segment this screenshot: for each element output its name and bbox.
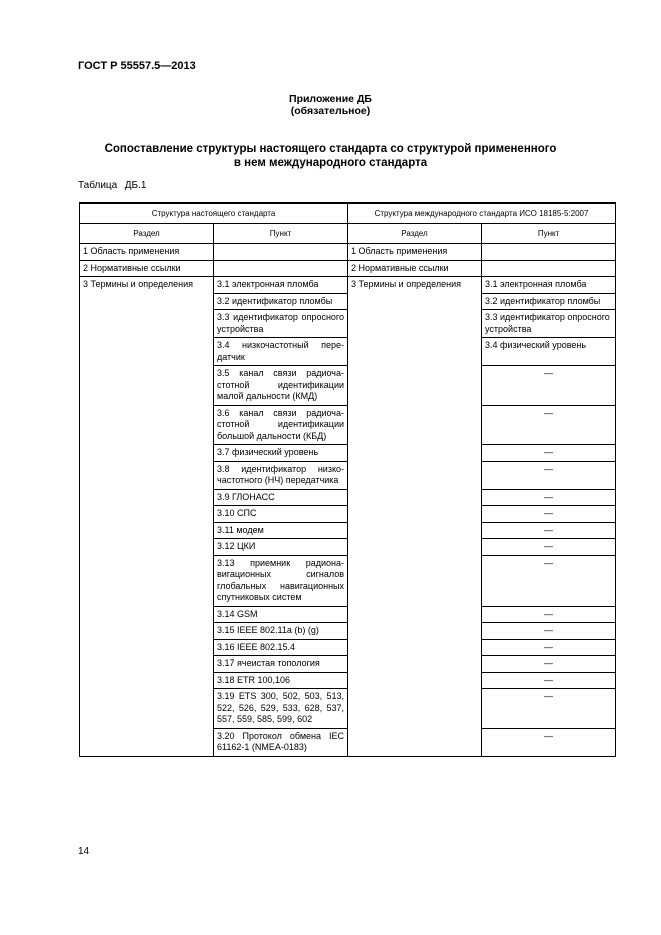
heading-line-1: Сопоставление структуры настоящего стандарта со структурой примененного <box>104 143 557 155</box>
cell-item-right: 3.1 электронная пломба <box>482 277 616 294</box>
cell-item-left: 3.19 ETS 300, 502, 503, 513, 522, 526, 529, 533, 628, 537, 557, 559, 585, 599, 602 <box>214 689 348 729</box>
cell-section-right: 2 Нормативные ссылки <box>348 260 482 277</box>
caption-prefix: Таблица <box>78 180 118 191</box>
cell-item-right: — <box>482 555 616 606</box>
cell-item-right: — <box>482 489 616 506</box>
cell-item-left: 3.7 физический уровень <box>214 445 348 462</box>
cell-item-right: — <box>482 639 616 656</box>
cell-item-right: — <box>482 461 616 489</box>
cell-item-right: — <box>482 405 616 445</box>
cell-item-left: 3.16 IEEE 802.15.4 <box>214 639 348 656</box>
cell-item-left <box>214 244 348 261</box>
appendix-status: (обязательное) <box>290 105 371 117</box>
cell-item-right <box>482 244 616 261</box>
table-column-header <box>80 224 616 244</box>
group-header-current: Структура настоящего стандарта <box>80 203 348 224</box>
table-group-header <box>80 203 616 224</box>
cell-item-right: — <box>482 445 616 462</box>
cell-item-right: — <box>482 366 616 406</box>
appendix-heading <box>60 142 601 170</box>
group-header-international: Структура международного стандарта ИСО 18185-5:2007 <box>348 203 616 224</box>
document-code: ГОСТ Р 55557.5—2013 <box>78 60 196 72</box>
cell-item-right: — <box>482 506 616 523</box>
cell-section-left: 2 Нормативные ссылки <box>80 260 214 277</box>
cell-item-left: 3.11 модем <box>214 522 348 539</box>
cell-item-left: 3.12 ЦКИ <box>214 539 348 556</box>
col-header-item-right: Пункт <box>482 224 616 244</box>
cell-item-left: 3.17 ячеистая топология <box>214 656 348 673</box>
cell-item-left: 3.20 Протокол обмена IEC 61162-1 (NMEA-0183) <box>214 728 348 756</box>
cell-item-right <box>482 260 616 277</box>
cell-item-left: 3.1 электронная пломба <box>214 277 348 294</box>
cell-item-left: 3.2 идентификатор пломбы <box>214 293 348 310</box>
cell-item-right: 3.3 идентификатор опросного устройства <box>482 310 616 338</box>
cell-item-left: 3.6 канал связи радиочастотной идентификации большой дальности (КБД) <box>214 405 348 445</box>
cell-item-right: — <box>482 728 616 756</box>
col-header-item-left: Пункт <box>214 224 348 244</box>
cell-item-left: 3.5 канал связи радиочастотной идентификации малой дальности (КМД) <box>214 366 348 406</box>
cell-item-right: — <box>482 539 616 556</box>
cell-section-left: 1 Область применения <box>80 244 214 261</box>
appendix-title: Приложение ДБ <box>289 93 372 105</box>
table-row <box>80 244 616 261</box>
cell-item-left: 3.13 приемник радионавигационных сигналов глобальных навигационных спутниковых систем <box>214 555 348 606</box>
caption-number: ДБ.1 <box>124 180 147 191</box>
table-row <box>80 277 616 294</box>
cell-section-right: 3 Термины и определения <box>348 277 482 757</box>
cell-item-left: 3.14 GSM <box>214 606 348 623</box>
cell-item-left: 3.10 СПС <box>214 506 348 523</box>
page-number: 14 <box>78 846 90 857</box>
cell-item-right: 3.2 идентификатор пломбы <box>482 293 616 310</box>
col-header-section-right: Раздел <box>348 224 482 244</box>
col-header-section-left: Раздел <box>80 224 214 244</box>
cell-item-right: — <box>482 672 616 689</box>
cell-item-left: 3.3 идентификатор опросного устройства <box>214 310 348 338</box>
cell-item-left <box>214 260 348 277</box>
comparison-table <box>79 202 616 757</box>
heading-line-2: в нем международного стандарта <box>233 157 428 169</box>
cell-item-right: — <box>482 522 616 539</box>
table-row <box>80 260 616 277</box>
cell-section-right: 1 Область применения <box>348 244 482 261</box>
cell-item-right: — <box>482 606 616 623</box>
cell-item-left: 3.4 низкочастотный передатчик <box>214 338 348 366</box>
table-caption <box>78 180 146 191</box>
cell-section-left: 3 Термины и определения <box>80 277 214 757</box>
cell-item-left: 3.9 ГЛОНАСС <box>214 489 348 506</box>
cell-item-right: — <box>482 656 616 673</box>
cell-item-left: 3.8 идентификатор низкочастотного (НЧ) передатчика <box>214 461 348 489</box>
cell-item-left: 3.18 ETR 100,106 <box>214 672 348 689</box>
cell-item-left: 3.15 IEEE 802.11a (b) (g) <box>214 623 348 640</box>
cell-item-right: — <box>482 689 616 729</box>
cell-item-right: — <box>482 623 616 640</box>
cell-item-right: 3.4 физический уровень <box>482 338 616 366</box>
